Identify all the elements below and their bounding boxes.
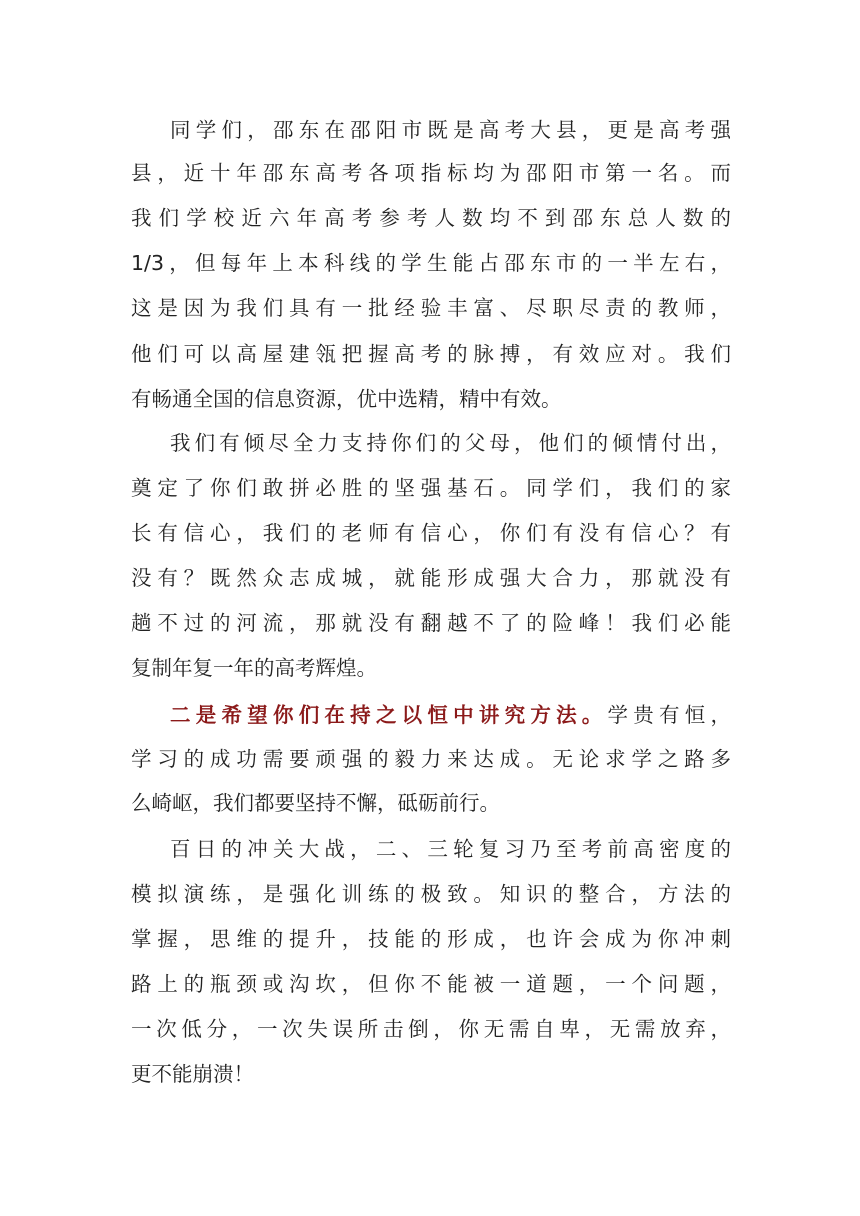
paragraph-1-line-4: 1/3，但每年上本科线的学生能占邵东市的一半左右，: [131, 251, 731, 275]
heading-continuation: 学贵有恒，: [607, 703, 731, 727]
paragraph-4-line-3: 掌握，思维的提升，技能的形成，也许会成为你冲刺: [131, 927, 731, 951]
paragraph-1-line-3: 我们学校近六年高考参考人数均不到邵东总人数的: [131, 206, 731, 230]
paragraph-2-line-5: 趟不过的河流，那就没有翻越不了的险峰！我们必能: [131, 611, 731, 635]
paragraph-2-line-2: 奠定了你们敢拼必胜的坚强基石。同学们，我们的家: [131, 476, 731, 500]
paragraph-1-line-5: 这是因为我们具有一批经验丰富、尽职尽责的教师，: [131, 296, 731, 320]
paragraph-4-line-2: 模拟演练，是强化训练的极致。知识的整合，方法的: [131, 882, 731, 906]
paragraph-2-line-6: 复制年复一年的高考辉煌。: [131, 656, 377, 680]
paragraph-2-line-4: 没有？既然众志成城，就能形成强大合力，那就没有: [131, 566, 731, 590]
paragraph-2-line-3: 长有信心，我们的老师有信心，你们有没有信心？有: [131, 521, 731, 545]
paragraph-1-line-1: 同学们，邵东在邵阳市既是高考大县，更是高考强: [170, 118, 731, 142]
paragraph-1-line-2: 县，近十年邵东高考各项指标均为邵阳市第一名。而: [131, 161, 731, 185]
section-heading: 二是希望你们在持之以恒中讲究方法。: [170, 703, 608, 727]
paragraph-1-line-7: 有畅通全国的信息资源，优中选精，精中有效。: [131, 387, 562, 411]
paragraph-4-line-5: 一次低分，一次失误所击倒，你无需自卑，无需放弃，: [131, 1017, 731, 1041]
paragraph-3-line-1: [170, 700, 731, 730]
paragraph-2-line-1: 我们有倾尽全力支持你们的父母，他们的倾情付出，: [170, 431, 731, 455]
paragraph-1-line-6: 他们可以高屋建瓴把握高考的脉搏，有效应对。我们: [131, 342, 731, 366]
paragraph-4-line-4: 路上的瓶颈或沟坎，但你不能被一道题，一个问题，: [131, 972, 731, 996]
paragraph-3-line-2: 学习的成功需要顽强的毅力来达成。无论求学之路多: [131, 747, 731, 771]
paragraph-3-line-3: 么崎岖，我们都要坚持不懈，砥砺前行。: [131, 791, 500, 815]
paragraph-4-line-6: 更不能崩溃！: [131, 1062, 254, 1086]
paragraph-4-line-1: 百日的冲关大战，二、三轮复习乃至考前高密度的: [170, 837, 731, 861]
